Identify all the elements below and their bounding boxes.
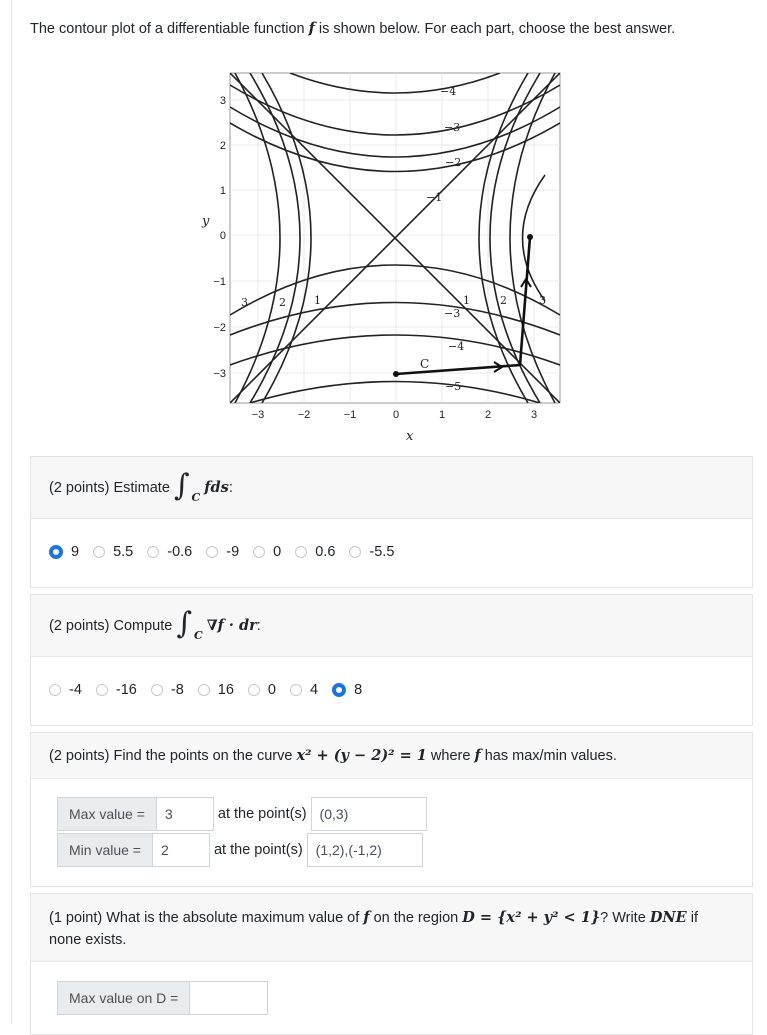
page-left-border xyxy=(11,0,12,1024)
radio-button[interactable] xyxy=(332,683,346,697)
radio-button[interactable] xyxy=(248,684,260,696)
q2-sub: C xyxy=(193,629,203,642)
option-label: -5.5 xyxy=(369,544,395,560)
contour-label: 3 xyxy=(539,294,546,307)
radio-button[interactable] xyxy=(198,684,210,696)
y-tick: −3 xyxy=(213,368,226,380)
q4-before: (1 point) What is the absolute maximum value of xyxy=(49,910,364,926)
integral-sign: ∫ xyxy=(173,468,190,503)
q3-before: (2 points) Find the points on the curve xyxy=(49,747,293,764)
max-at-label: at the point(s) xyxy=(217,806,307,822)
y-tick: 0 xyxy=(219,230,226,242)
radio-button[interactable] xyxy=(151,684,163,696)
q4-row xyxy=(57,981,268,1015)
contour-plot-svg xyxy=(190,65,580,455)
min-value-input[interactable] xyxy=(153,833,210,867)
min-points-input[interactable] xyxy=(307,833,423,867)
contour-label: −2 xyxy=(445,156,462,169)
max-value-label: Max value = xyxy=(57,797,157,831)
radio-button[interactable] xyxy=(290,684,302,696)
q4-dne: DNE xyxy=(649,909,687,926)
y-tick: 2 xyxy=(219,140,226,152)
x-tick: 1 xyxy=(438,409,446,421)
contour-label: −4 xyxy=(448,340,465,353)
radio-button[interactable] xyxy=(206,546,218,558)
x-tick: −1 xyxy=(343,409,357,421)
q1-option[interactable] xyxy=(295,544,335,560)
y-axis-ticks xyxy=(213,95,226,380)
x-axis-ticks xyxy=(252,409,537,421)
q2-option[interactable] xyxy=(332,682,362,698)
path-label: C xyxy=(420,357,430,371)
x-tick: −2 xyxy=(297,409,311,421)
q1-radio-group xyxy=(49,544,408,560)
option-label: 9 xyxy=(71,544,80,560)
max-value-input[interactable] xyxy=(157,797,214,831)
q2-integrand: ∇f · dr xyxy=(206,617,257,634)
question-2-prompt xyxy=(31,595,752,657)
q3-max-row xyxy=(57,797,427,831)
radio-button[interactable] xyxy=(93,546,105,558)
max-points-input[interactable] xyxy=(311,797,427,831)
contour-label: 2 xyxy=(279,296,286,309)
x-tick: 2 xyxy=(484,409,492,421)
q3-math: x² + (y − 2)² = 1 xyxy=(296,747,427,764)
y-tick: −1 xyxy=(213,276,226,288)
radio-button[interactable] xyxy=(253,546,265,558)
q1-option[interactable] xyxy=(147,544,192,560)
radio-button[interactable] xyxy=(49,545,63,559)
min-at-label: at the point(s) xyxy=(213,842,303,858)
option-label: 0.6 xyxy=(315,544,336,560)
radio-button[interactable] xyxy=(147,546,159,558)
question-1-card xyxy=(30,456,753,588)
option-label: -4 xyxy=(69,682,82,698)
option-label: 0 xyxy=(273,544,282,560)
option-label: -9 xyxy=(226,544,240,560)
option-label: 4 xyxy=(310,682,319,698)
q2-option[interactable] xyxy=(151,682,184,698)
q2-end: : xyxy=(256,617,261,634)
q1-end: : xyxy=(228,479,233,496)
intro-fn: f xyxy=(308,20,315,37)
q2-radio-group xyxy=(49,682,376,698)
contour-label: −3 xyxy=(444,121,461,134)
radio-button[interactable] xyxy=(349,546,361,558)
option-label: 16 xyxy=(217,682,234,698)
q2-option[interactable] xyxy=(49,682,82,698)
y-tick: 3 xyxy=(219,95,226,107)
radio-button[interactable] xyxy=(96,684,108,696)
intro-after: is shown below. For each part, choose the best answer. xyxy=(314,21,676,37)
radio-button[interactable] xyxy=(295,546,307,558)
q1-option[interactable] xyxy=(253,544,281,560)
option-label: -8 xyxy=(170,682,184,698)
option-label: 8 xyxy=(354,682,363,698)
question-1-prompt xyxy=(31,457,752,519)
min-value-label: Min value = xyxy=(57,833,153,867)
contour-label: −3 xyxy=(444,307,461,320)
q1-integrand: fds xyxy=(204,479,229,496)
intro-before: The contour plot of a differentiable function xyxy=(30,21,309,37)
contour-label: 2 xyxy=(500,294,507,307)
option-label: -16 xyxy=(115,682,137,698)
max-on-d-input[interactable] xyxy=(190,981,268,1015)
q1-option[interactable] xyxy=(93,544,133,560)
q4-math: D = {x² + y² < 1} xyxy=(462,909,601,926)
x-axis-label: x xyxy=(406,429,414,444)
q1-points: (2 points) Estimate xyxy=(49,479,170,496)
q3-mid: where xyxy=(430,747,471,764)
contour-label: −4 xyxy=(440,85,457,98)
contour-plot xyxy=(190,65,580,455)
q2-option[interactable] xyxy=(290,682,318,698)
x-tick: 0 xyxy=(392,409,400,421)
q4-after: ? Write xyxy=(600,910,650,926)
q1-option[interactable] xyxy=(49,544,79,560)
option-label: 0 xyxy=(267,682,276,698)
question-2-options xyxy=(31,657,752,723)
radio-button[interactable] xyxy=(49,684,61,696)
integral-sign: ∫ xyxy=(176,606,192,641)
intro-text xyxy=(30,20,675,37)
contour-label: 3 xyxy=(241,296,248,309)
q4-mid: on the region xyxy=(369,910,463,926)
contour-label: −5 xyxy=(445,380,462,393)
q2-option[interactable] xyxy=(96,682,137,698)
question-3-card xyxy=(30,732,753,887)
q4-fn: f xyxy=(363,909,370,926)
question-2-card xyxy=(30,594,753,726)
q3-fn: f xyxy=(474,747,481,764)
x-tick: −3 xyxy=(251,409,265,421)
contour-label: 1 xyxy=(314,294,321,307)
q3-min-row xyxy=(57,833,423,867)
q2-option[interactable] xyxy=(198,682,234,698)
y-tick: 1 xyxy=(219,185,226,197)
q4-end: if none exists. xyxy=(49,910,698,948)
q2-points: (2 points) Compute xyxy=(49,617,173,634)
q2-option[interactable] xyxy=(248,682,276,698)
option-label: -0.6 xyxy=(167,544,193,560)
y-tick: −2 xyxy=(213,322,226,334)
contour-label: −1 xyxy=(426,191,443,204)
q1-sub: C xyxy=(191,491,201,504)
question-1-options xyxy=(31,519,752,585)
question-4-prompt xyxy=(31,894,752,962)
y-axis-label: y xyxy=(202,214,210,229)
q3-after: has max/min values. xyxy=(484,747,617,764)
option-label: 5.5 xyxy=(113,544,134,560)
contour-label: 1 xyxy=(463,294,470,307)
x-tick: 3 xyxy=(530,409,538,421)
q1-option[interactable] xyxy=(349,544,394,560)
q1-option[interactable] xyxy=(206,544,239,560)
question-3-prompt xyxy=(31,733,752,779)
question-4-card xyxy=(30,893,753,1035)
max-on-d-label: Max value on D = xyxy=(57,981,190,1015)
